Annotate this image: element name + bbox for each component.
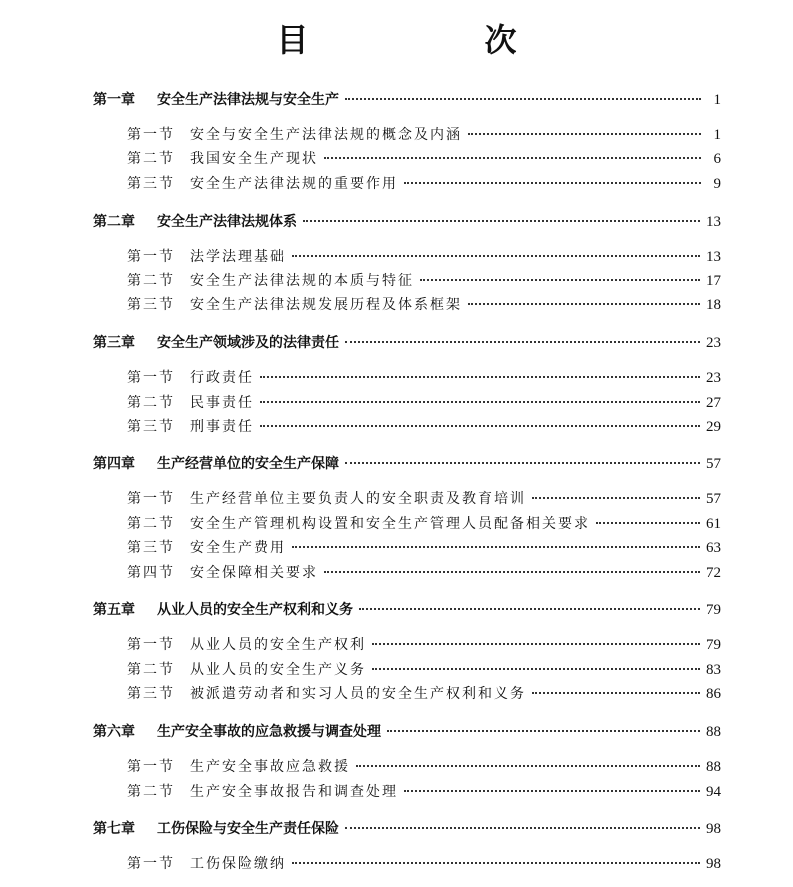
dot-leader	[532, 497, 700, 499]
page-number: 27	[706, 395, 721, 411]
page-number: 88	[706, 759, 721, 775]
page-number: 83	[706, 662, 721, 678]
chapter-number: 第一章	[93, 92, 135, 108]
section-title: 民事责任	[190, 395, 254, 411]
toc-section-entry[interactable]	[127, 392, 721, 414]
page-number: 61	[706, 516, 721, 532]
chapter-number: 第三章	[93, 335, 135, 351]
page-number: 13	[706, 214, 721, 230]
toc-section-entry[interactable]	[127, 634, 721, 656]
toc-section-entry[interactable]	[127, 246, 721, 268]
page-number: 86	[706, 686, 721, 702]
dot-leader	[532, 692, 700, 694]
page-number: 9	[713, 176, 721, 192]
dot-leader	[596, 522, 700, 524]
dot-leader	[260, 376, 700, 378]
section-title: 我国安全生产现状	[190, 151, 318, 167]
section-number: 第二节	[127, 151, 175, 167]
dot-leader	[359, 608, 700, 610]
section-number: 第四节	[127, 565, 175, 581]
chapter-title: 安全生产法律法规体系	[157, 214, 297, 230]
toc-section-entry[interactable]	[127, 173, 721, 195]
chapter-title: 安全生产领域涉及的法律责任	[157, 335, 339, 351]
page-number: 98	[706, 821, 721, 837]
section-number: 第一节	[127, 491, 175, 507]
dot-leader	[324, 571, 700, 573]
section-number: 第三节	[127, 176, 175, 192]
page-number: 29	[706, 419, 721, 435]
section-title: 安全生产法律法规发展历程及体系框架	[190, 297, 462, 313]
chapter-title: 工伤保险与安全生产责任保险	[157, 821, 339, 837]
toc-section-entry[interactable]	[127, 270, 721, 292]
section-title: 生产安全事故报告和调查处理	[190, 784, 398, 800]
toc-section-entry[interactable]	[127, 294, 721, 316]
section-number: 第二节	[127, 273, 175, 289]
toc-chapter-entry[interactable]	[93, 599, 721, 621]
page-number: 17	[706, 273, 721, 289]
section-number: 第二节	[127, 516, 175, 532]
chapter-title: 生产经营单位的安全生产保障	[157, 456, 339, 472]
toc-section-entry[interactable]	[127, 781, 721, 803]
dot-leader	[292, 862, 700, 864]
section-title: 法学法理基础	[190, 249, 286, 265]
section-number: 第一节	[127, 370, 175, 386]
chapter-number: 第五章	[93, 602, 135, 618]
dot-leader	[387, 730, 700, 732]
toc-section-entry[interactable]	[127, 513, 721, 535]
page-number: 18	[706, 297, 721, 313]
toc-section-entry[interactable]	[127, 367, 721, 389]
section-title: 从业人员的安全生产义务	[190, 662, 366, 678]
dot-leader	[356, 765, 700, 767]
page-title: 目 次	[276, 21, 589, 59]
section-number: 第二节	[127, 662, 175, 678]
page-number: 13	[706, 249, 721, 265]
section-number: 第一节	[127, 127, 175, 143]
dot-leader	[345, 341, 700, 343]
section-number: 第一节	[127, 249, 175, 265]
section-title: 生产安全事故应急救援	[190, 759, 350, 775]
dot-leader	[372, 643, 700, 645]
section-title: 安全生产费用	[190, 540, 286, 556]
page-number: 23	[706, 335, 721, 351]
section-title: 工伤保险缴纳	[190, 856, 286, 872]
dot-leader	[260, 401, 700, 403]
toc-section-entry[interactable]	[127, 683, 721, 705]
toc-section-entry[interactable]	[127, 488, 721, 510]
toc-section-entry[interactable]	[127, 659, 721, 681]
dot-leader	[468, 133, 701, 135]
page-number: 57	[706, 491, 721, 507]
section-number: 第三节	[127, 297, 175, 313]
toc-section-entry[interactable]	[127, 562, 721, 584]
section-title: 被派遣劳动者和实习人员的安全生产权利和义务	[190, 686, 526, 702]
toc-section-entry[interactable]	[127, 537, 721, 559]
dot-leader	[404, 790, 700, 792]
section-number: 第一节	[127, 759, 175, 775]
chapter-number: 第二章	[93, 214, 135, 230]
page-number: 88	[706, 724, 721, 740]
section-title: 安全保障相关要求	[190, 565, 318, 581]
page-number: 23	[706, 370, 721, 386]
toc-chapter-entry[interactable]	[93, 818, 721, 840]
dot-leader	[468, 303, 700, 305]
section-number: 第一节	[127, 637, 175, 653]
toc-section-entry[interactable]	[127, 416, 721, 438]
page-number: 57	[706, 456, 721, 472]
chapter-title: 安全生产法律法规与安全生产	[157, 92, 339, 108]
toc-section-entry[interactable]	[127, 853, 721, 875]
toc-section-entry[interactable]	[127, 148, 721, 170]
dot-leader	[372, 668, 700, 670]
dot-leader	[345, 462, 700, 464]
dot-leader	[420, 279, 700, 281]
section-number: 第三节	[127, 686, 175, 702]
page-number: 98	[706, 856, 721, 872]
page-number: 1	[713, 92, 721, 108]
toc-chapter-entry[interactable]	[93, 721, 721, 743]
toc-chapter-entry[interactable]	[93, 332, 721, 354]
section-title: 生产经营单位主要负责人的安全职责及教育培训	[190, 491, 526, 507]
section-title: 安全生产法律法规的本质与特征	[190, 273, 414, 289]
dot-leader	[292, 546, 700, 548]
toc-section-entry[interactable]	[127, 124, 721, 146]
section-title: 安全生产法律法规的重要作用	[190, 176, 398, 192]
section-title: 行政责任	[190, 370, 254, 386]
dot-leader	[303, 220, 700, 222]
toc-chapter-entry[interactable]	[93, 89, 721, 111]
section-number: 第二节	[127, 784, 175, 800]
section-title: 刑事责任	[190, 419, 254, 435]
section-number: 第三节	[127, 419, 175, 435]
chapter-title: 从业人员的安全生产权利和义务	[157, 602, 353, 618]
page-number: 94	[706, 784, 721, 800]
section-title: 从业人员的安全生产权利	[190, 637, 366, 653]
chapter-number: 第四章	[93, 456, 135, 472]
chapter-number: 第六章	[93, 724, 135, 740]
page-number: 79	[706, 602, 721, 618]
section-title: 安全与安全生产法律法规的概念及内涵	[190, 127, 462, 143]
chapter-title: 生产安全事故的应急救援与调查处理	[157, 724, 381, 740]
page-number: 79	[706, 637, 721, 653]
toc-section-entry[interactable]	[127, 756, 721, 778]
page-number: 63	[706, 540, 721, 556]
dot-leader	[324, 157, 701, 159]
section-number: 第一节	[127, 856, 175, 872]
page-number: 1	[713, 127, 721, 143]
dot-leader	[292, 255, 700, 257]
section-number: 第三节	[127, 540, 175, 556]
chapter-number: 第七章	[93, 821, 135, 837]
dot-leader	[345, 827, 700, 829]
toc-chapter-entry[interactable]	[93, 211, 721, 233]
dot-leader	[404, 182, 701, 184]
section-number: 第二节	[127, 395, 175, 411]
page-number: 72	[706, 565, 721, 581]
toc-chapter-entry[interactable]	[93, 453, 721, 475]
dot-leader	[260, 425, 700, 427]
dot-leader	[345, 98, 701, 100]
page-number: 6	[713, 151, 721, 167]
section-title: 安全生产管理机构设置和安全生产管理人员配备相关要求	[190, 516, 590, 532]
